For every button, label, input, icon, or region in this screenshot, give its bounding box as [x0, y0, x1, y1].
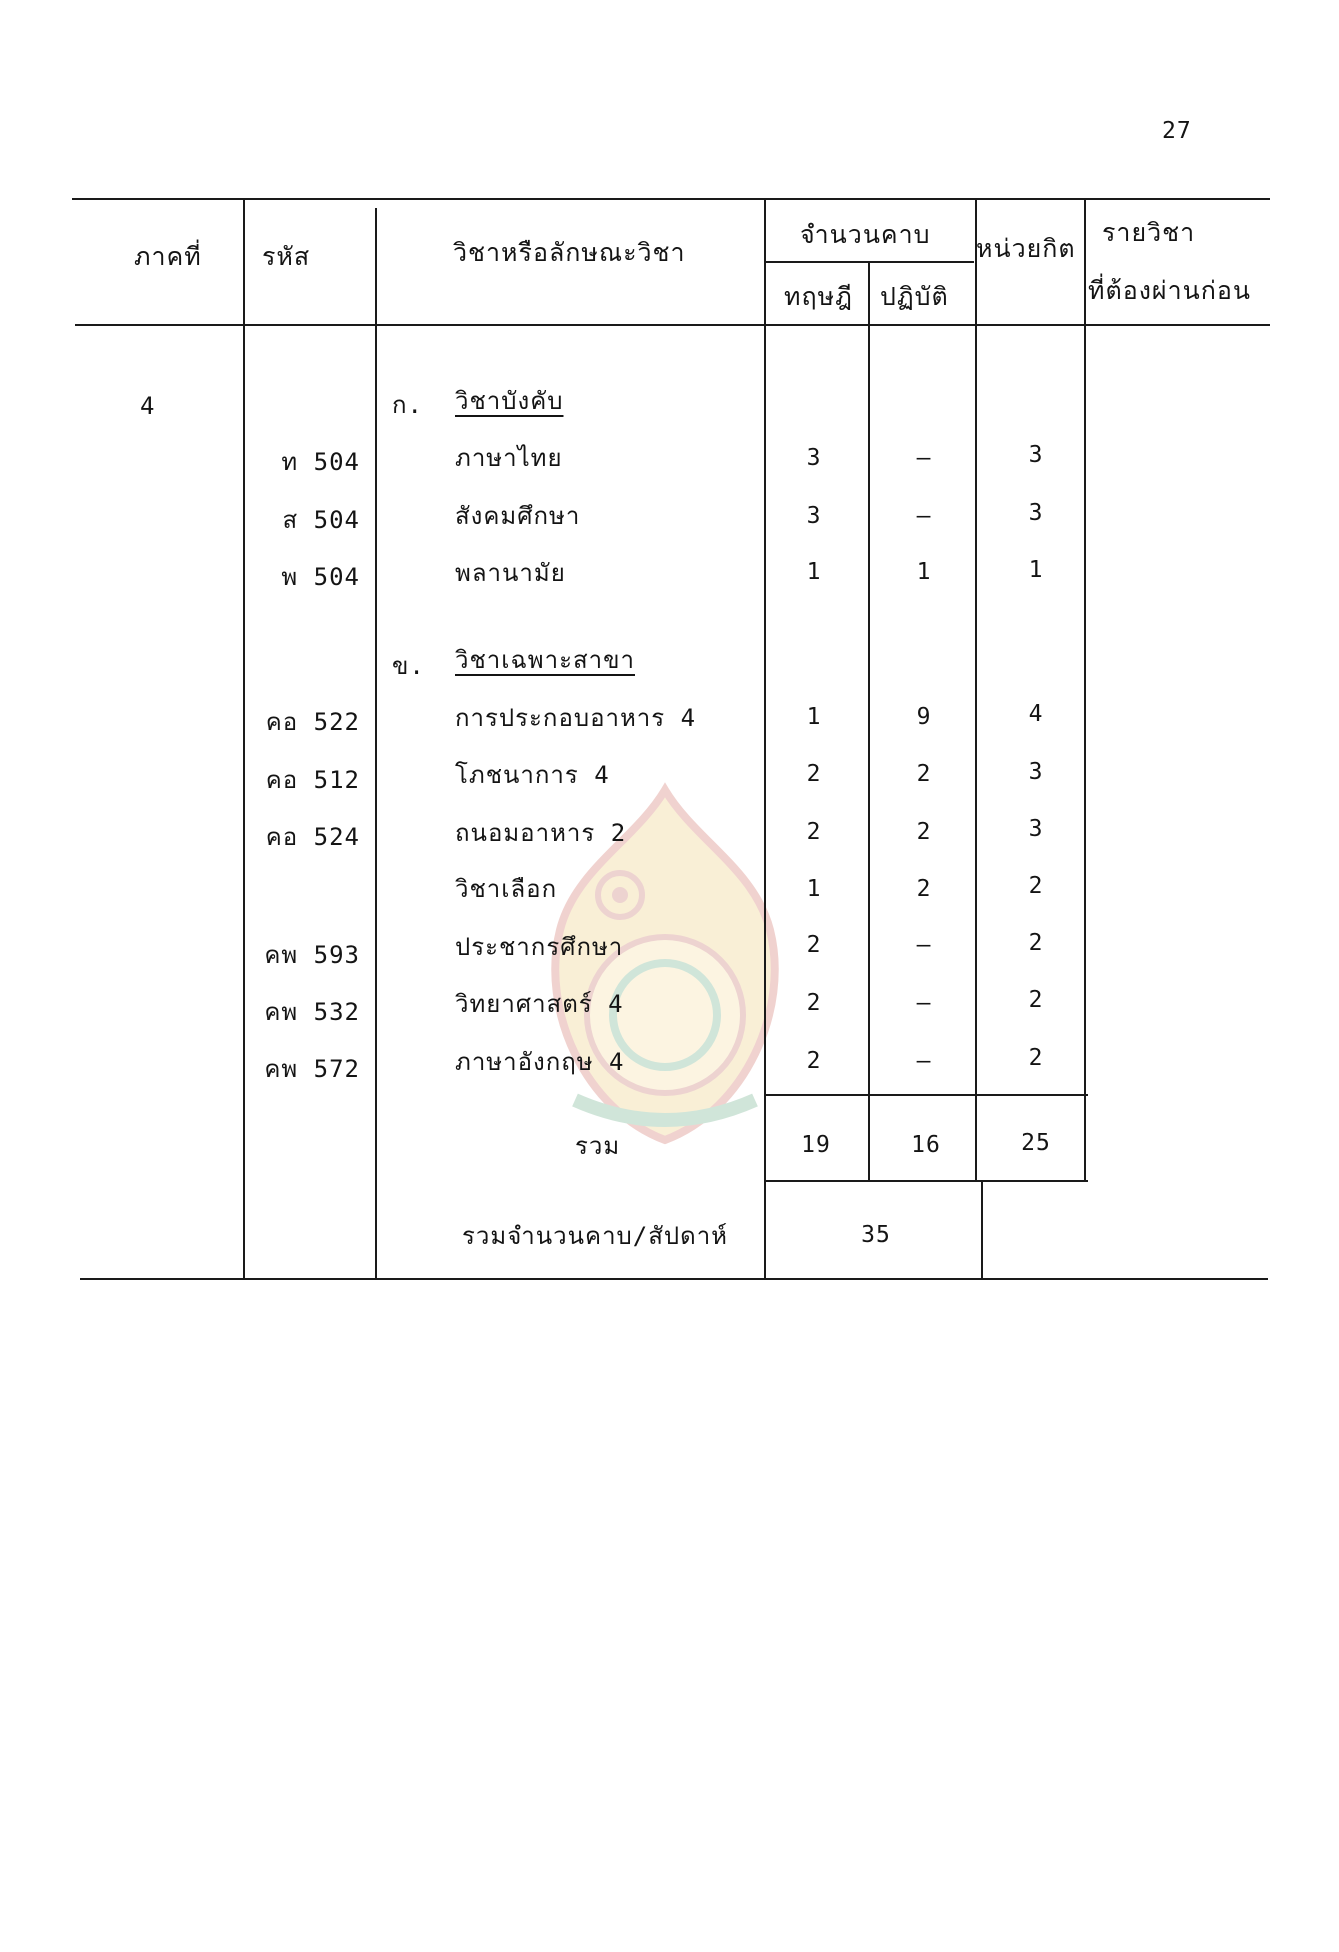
- credits-value: 2: [1028, 1045, 1044, 1071]
- header-practice: ปฏิบัติ: [880, 282, 949, 311]
- header-prerequisite-line2: ที่ต้องผ่านก่อน: [1088, 276, 1251, 305]
- course-subject: ประชากรศึกษา: [455, 933, 624, 961]
- credits-value: 3: [1028, 500, 1044, 526]
- table-bottom-rule: [80, 1278, 1268, 1280]
- course-subject: วิทยาศาสตร์ 4: [455, 990, 624, 1018]
- course-code: คพ 593: [264, 941, 360, 969]
- total-credits: 25: [1021, 1130, 1051, 1156]
- weekly-periods-value: 35: [861, 1222, 891, 1248]
- course-subject: วิชาเลือก: [455, 875, 558, 903]
- semester-value: 4: [140, 392, 156, 420]
- theory-value: 2: [806, 1048, 822, 1074]
- theory-value: 2: [806, 819, 822, 845]
- header-code: รหัส: [262, 242, 311, 271]
- theory-value: 1: [806, 559, 822, 585]
- practice-value: –: [916, 445, 932, 471]
- group-a-title: วิชาบังคับ: [455, 387, 564, 415]
- table-top-rule: [72, 198, 1270, 200]
- course-subject: พลานามัย: [455, 559, 566, 587]
- col-rule-semester: [243, 198, 245, 1278]
- course-code: พ 504: [281, 563, 360, 591]
- course-code: คอ 524: [265, 823, 360, 851]
- practice-value: 9: [916, 704, 932, 730]
- practice-value: –: [916, 932, 932, 958]
- course-code: คอ 522: [265, 708, 360, 736]
- credits-value: 3: [1028, 442, 1044, 468]
- practice-value: 2: [916, 876, 932, 902]
- group-b-marker: ข.: [392, 652, 425, 680]
- course-code: คพ 532: [264, 998, 360, 1026]
- col-rule-practice: [975, 198, 977, 1180]
- course-subject: การประกอบอาหาร 4: [455, 704, 697, 732]
- practice-value: 1: [916, 559, 932, 585]
- group-b-title: วิชาเฉพาะสาขา: [455, 646, 635, 674]
- credits-value: 2: [1028, 987, 1044, 1013]
- theory-value: 2: [806, 761, 822, 787]
- col-rule-practice-lower: [981, 1180, 983, 1278]
- theory-value: 1: [806, 704, 822, 730]
- course-code: คอ 512: [265, 766, 360, 794]
- theory-value: 1: [806, 876, 822, 902]
- credits-value: 1: [1028, 557, 1044, 583]
- total-top-rule: [764, 1094, 1088, 1096]
- course-subject: สังคมศึกษา: [455, 502, 581, 530]
- course-code: คพ 572: [264, 1055, 360, 1083]
- total-label: รวม: [575, 1132, 621, 1160]
- col-rule-theory: [868, 261, 870, 1180]
- credits-value: 3: [1028, 759, 1044, 785]
- total-theory: 19: [801, 1132, 831, 1158]
- course-subject: ถนอมอาหาร 2: [455, 819, 627, 847]
- practice-value: 2: [916, 819, 932, 845]
- col-rule-subject: [764, 198, 766, 1278]
- credits-value: 2: [1028, 873, 1044, 899]
- practice-value: 2: [916, 761, 932, 787]
- page-number: 27: [1162, 118, 1192, 144]
- total-practice: 16: [911, 1132, 941, 1158]
- theory-value: 3: [806, 445, 822, 471]
- theory-value: 3: [806, 503, 822, 529]
- course-subject: ภาษาอังกฤษ 4: [455, 1048, 625, 1076]
- credits-value: 2: [1028, 930, 1044, 956]
- practice-value: –: [916, 503, 932, 529]
- header-theory: ทฤษฎี: [784, 282, 853, 311]
- practice-value: –: [916, 990, 932, 1016]
- header-semester: ภาคที่: [134, 242, 202, 271]
- weekly-periods-label: รวมจำนวนคาบ/สัปดาห์: [462, 1222, 728, 1250]
- header-bottom-rule: [75, 324, 1270, 326]
- total-bottom-rule: [764, 1180, 1088, 1182]
- credits-value: 4: [1028, 701, 1044, 727]
- course-code: ส 504: [282, 506, 360, 534]
- col-rule-code: [375, 208, 377, 1278]
- header-periods: จำนวนคาบ: [800, 220, 931, 249]
- theory-value: 2: [806, 932, 822, 958]
- course-subject: ภาษาไทย: [455, 444, 563, 472]
- header-prerequisite-line1: รายวิชา: [1102, 218, 1196, 247]
- course-code: ท 504: [281, 448, 360, 476]
- course-subject: โภชนาการ 4: [455, 761, 610, 789]
- col-rule-credits: [1084, 198, 1086, 1180]
- group-a-marker: ก.: [392, 391, 423, 419]
- practice-value: –: [916, 1048, 932, 1074]
- header-subject: วิชาหรือลักษณะวิชา: [453, 238, 686, 267]
- credits-value: 3: [1028, 816, 1044, 842]
- theory-value: 2: [806, 990, 822, 1016]
- header-credits: หน่วยกิต: [976, 234, 1076, 263]
